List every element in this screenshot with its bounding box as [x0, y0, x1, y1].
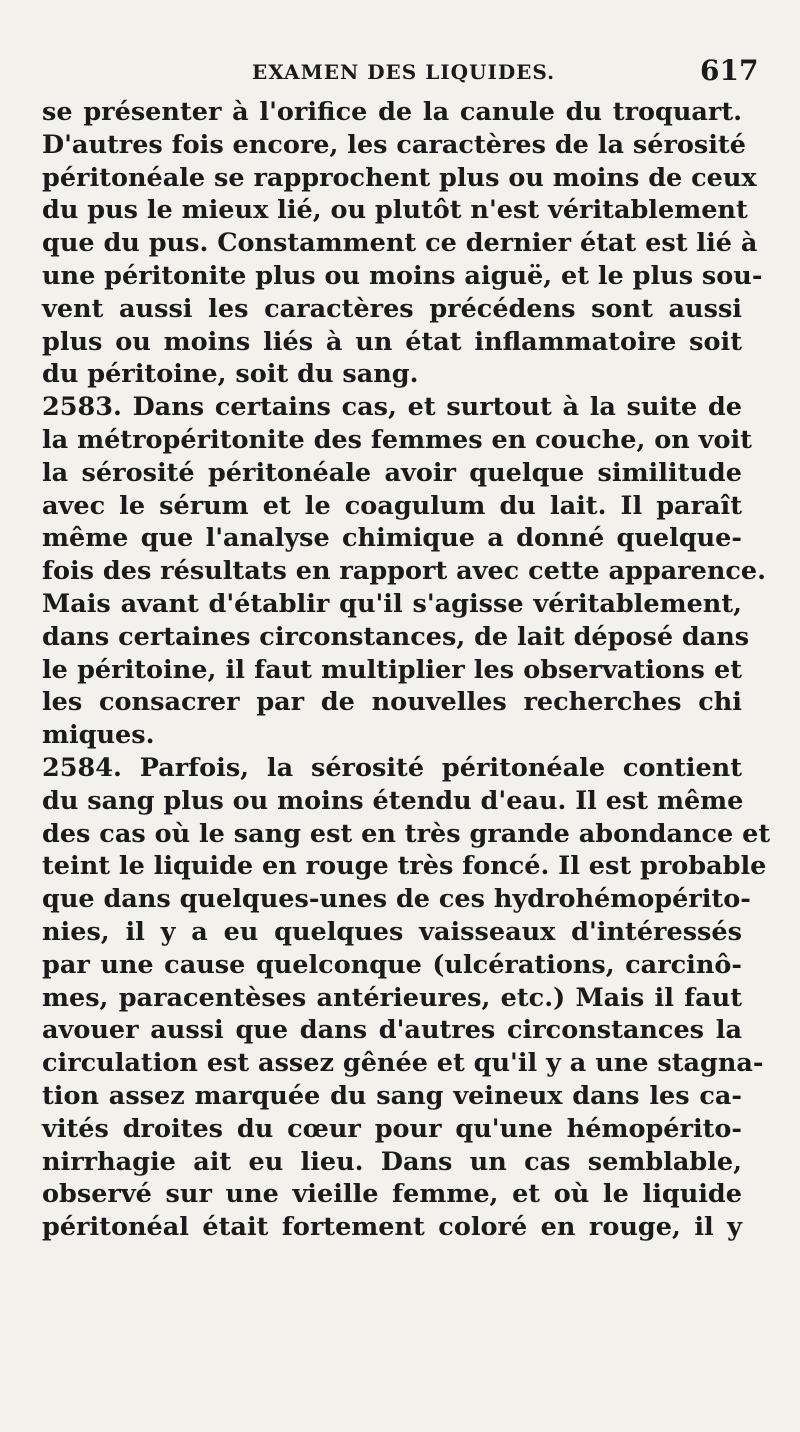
text-line: circulation est assez gênée et qu'il y a une stagna-	[42, 1048, 764, 1079]
text-line: les consacrer par de nouvelles recherches chi	[42, 687, 742, 718]
text-line: teint le liquide en rouge très foncé. Il est probable	[42, 851, 767, 882]
text-line: observé sur une vieille femme, et où le liquide	[42, 1179, 742, 1210]
text-line: que dans quelques-unes de ces hydrohémopérito-	[42, 884, 751, 915]
text-line: se présenter à l'orifice de la canule du troquart.	[42, 97, 742, 127]
text-line: même que l'analyse chimique a donné quelque-	[42, 523, 742, 554]
text-line: Mais avant d'établir qu'il s'agisse véritablement,	[42, 588, 742, 619]
text-line: dans certaines circonstances, de lait déposé dans	[42, 621, 750, 652]
text-line: fois des résultats en rapport avec cette apparence.	[42, 556, 767, 587]
text-line: avouer aussi que dans d'autres circonstances la	[42, 1015, 742, 1046]
text-line: péritonéale se rapprochent plus ou moins de ceux	[42, 162, 757, 193]
page-header	[0, 54, 800, 94]
text-line: nies, il y a eu quelques vaisseaux d'intéressés	[42, 916, 742, 947]
text-line: la métropéritonite des femmes en couche, on voit	[42, 424, 752, 455]
running-title: EXAMEN DES LIQUIDES.	[252, 60, 556, 84]
text-line: plus ou moins liés à un état inflammatoire soit	[42, 326, 742, 357]
text-line: avec le sérum et le coagulum du lait. Il paraît	[42, 490, 742, 521]
text-line: tion assez marquée du sang veineux dans les ca-	[42, 1080, 742, 1111]
text-line: nirrhagie ait eu lieu. Dans un cas semblable,	[42, 1146, 742, 1177]
text-line: du sang plus ou moins étendu d'eau. Il est même	[42, 785, 744, 816]
text-line: 2584. Parfois, la sérosité péritonéale contient	[42, 752, 742, 783]
text-line: vités droites du cœur pour qu'une hémopérito-	[42, 1113, 742, 1144]
text-line: miques.	[42, 720, 155, 751]
text-line: une péritonite plus ou moins aiguë, et le plus sou-	[42, 260, 763, 291]
text-line: D'autres fois encore, les caractères de la sérosité	[42, 129, 746, 160]
text-line: 2583. Dans certains cas, et surtout à la suite de	[42, 392, 742, 423]
text-line: le péritoine, il faut multiplier les observations et	[42, 654, 742, 685]
text-line: du péritoine, soit du sang.	[42, 359, 419, 390]
body-text	[42, 96, 771, 1244]
text-line: du pus le mieux lié, ou plutôt n'est véritablement	[42, 195, 748, 226]
text-line: vent aussi les caractères précédens sont aussi	[42, 293, 742, 324]
text-line: que du pus. Constamment ce dernier état est lié à	[42, 228, 758, 259]
text-line: par une cause quelconque (ulcérations, carcinô-	[42, 949, 742, 980]
text-line: la sérosité péritonéale avoir quelque similitude	[42, 457, 742, 488]
text-line: mes, paracentèses antérieures, etc.) Mais il faut	[42, 982, 742, 1013]
page-number: 617	[700, 54, 759, 87]
text-line: péritonéal était fortement coloré en rouge, il y	[42, 1212, 742, 1243]
text-line: des cas où le sang est en très grande abondance et	[42, 818, 771, 849]
